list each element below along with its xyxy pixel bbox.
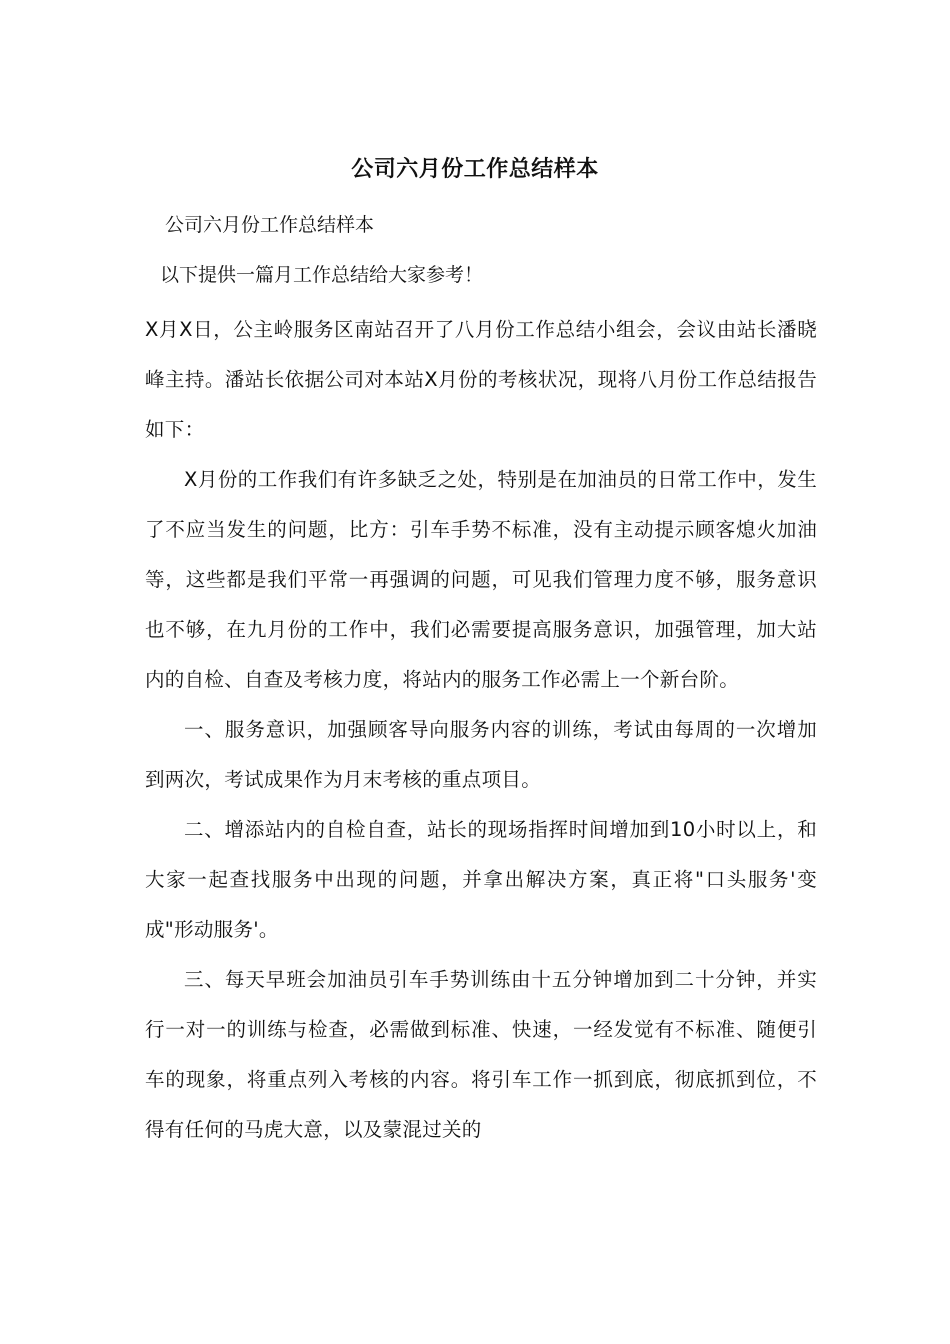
document-subtitle: 公司六月份工作总结样本: [165, 214, 375, 236]
paragraph-item-1: 一、服务意识，加强顾客导向服务内容的训练，考试由每周的一次增加到两次，考试成果作为月末考核的重点项目。: [145, 718, 817, 791]
document-body: [145, 305, 817, 1155]
document-title: 公司六月份工作总结样本: [351, 157, 599, 182]
intro-line: 以下提供一篇月工作总结给大家参考！: [160, 264, 484, 286]
paragraph-item-2: 二、增添站内的自检自查，站长的现场指挥时间增加到10小时以上，和大家一起查找服务中出现的问题，并拿出解决方案，真正将"口头服务'变成"形动服务'。: [145, 818, 817, 941]
paragraph-item-3: 三、每天早班会加油员引车手势训练由十五分钟增加到二十分钟，并实行一对一的训练与检查，必需做到标准、快速，一经发觉有不标准、随便引车的现象，将重点列入考核的内容。将引车工作一抓到底，彻底抓到位，不得有任何的马虎大意，以及蒙混过关的: [145, 968, 817, 1141]
paragraph-shortcomings: X月份的工作我们有许多缺乏之处，特别是在加油员的日常工作中，发生了不应当发生的问题，比方：引车手势不标准，没有主动提示顾客熄火加油等，这些都是我们平常一再强调的问题，可见我们管理力度不够，服务意识也不够，在九月份的工作中，我们必需要提高服务意识，加强管理，加大站内的自检、自查及考核力度，将站内的服务工作必需上一个新台阶。: [145, 468, 817, 691]
paragraph-meeting: X月X日，公主岭服务区南站召开了八月份工作总结小组会，会议由站长潘晓峰主持。潘站长依据公司对本站X月份的考核状况，现将八月份工作总结报告如下：: [145, 318, 817, 441]
